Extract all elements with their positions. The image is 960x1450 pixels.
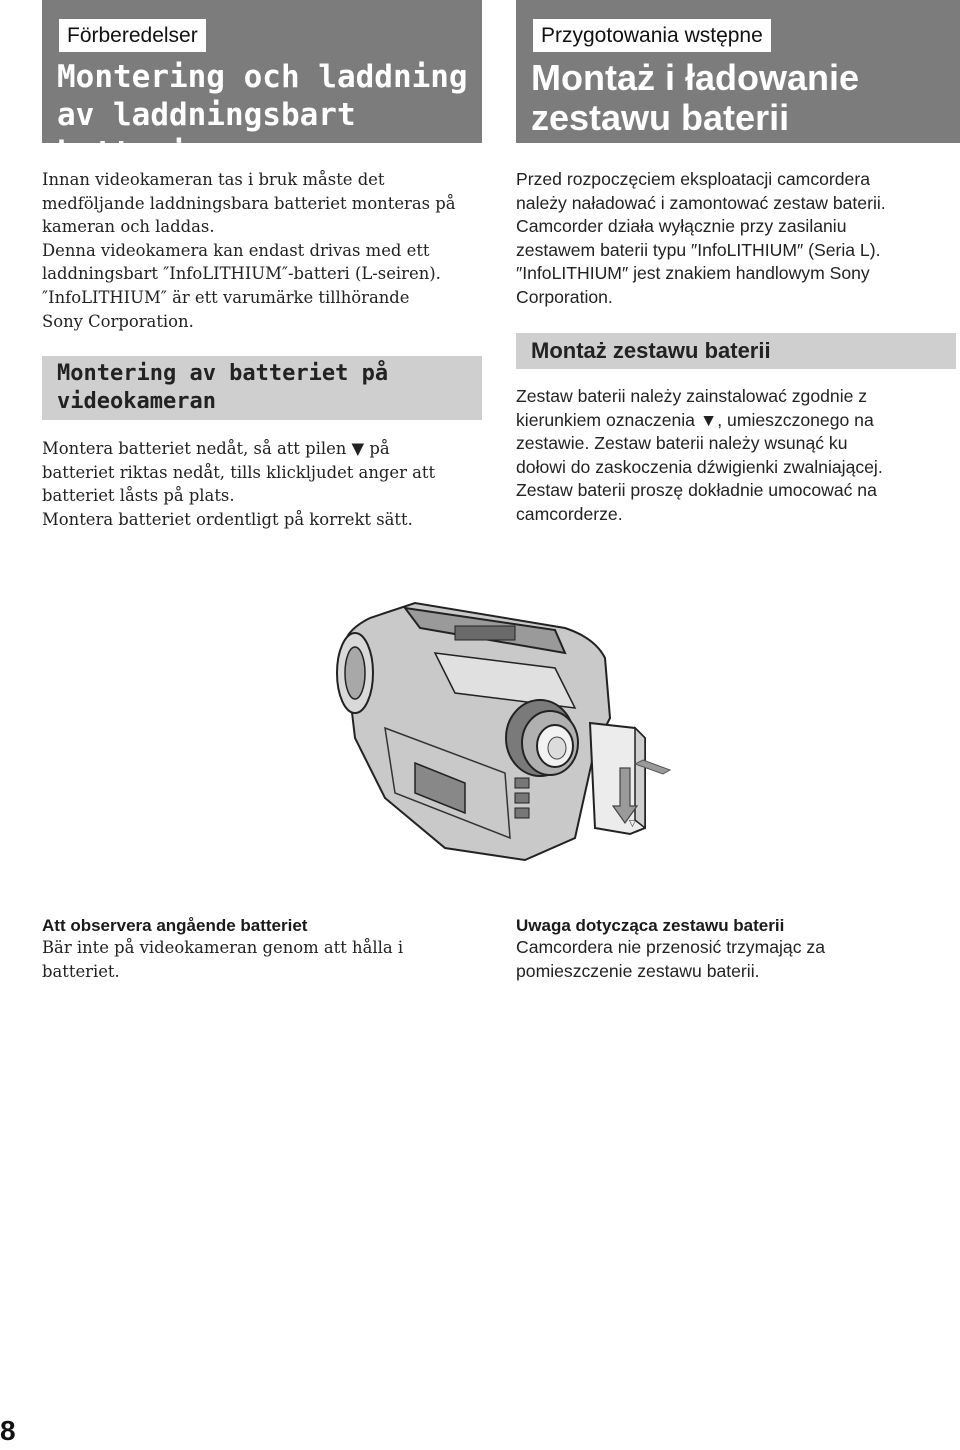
note-body-swedish [42,936,403,983]
instructions-swedish [42,437,435,531]
instructions-polish [516,385,883,527]
subheading-polish: Montaż zestawu baterii [531,338,771,363]
page-title-polish [531,58,859,138]
text-line: Sony Corporation. [42,311,194,331]
text-line: batteriet riktas nedåt, tills klickljudet anger att [42,462,436,482]
note-body-polish [516,936,825,983]
note-swedish [42,916,403,983]
subheading-swedish [57,360,388,416]
text-line: dołowi do zaskoczenia dźwigienki zwalniającej. [516,456,883,477]
title-line-2: av laddningsbart batteri [57,97,356,171]
text-line: pomieszczenie zestawu baterii. [516,960,760,981]
text-line: batteriet låsts på plats. [42,486,235,506]
text-line: Zestaw baterii należy zainstalować zgodnie z [516,386,868,406]
note-title-polish: Uwaga dotycząca zestawu baterii [516,916,785,935]
text-line: batteriet. [42,961,120,981]
text-line: ″InfoLITHIUM″ är ett varumärke tillhörande [42,287,410,307]
title-line-2: zestawu baterii [531,97,790,138]
subheading-bar-swedish [42,356,482,420]
text-line: medföljande laddningsbara batteriet monteras på [42,193,456,213]
subheading-line-1: Montering av batteriet på [57,361,389,386]
text-line: Innan videokameran tas i bruk måste det [42,170,385,189]
page-number: 8 [0,1415,16,1446]
header-bar-polish [516,0,960,143]
text-line: kierunkiem oznaczenia ▼, umieszczonego na [516,409,874,430]
note-title-swedish: Att observera angående batteriet [42,916,308,935]
title-line-1: Montering och laddning [57,59,468,95]
text-line: zestawie. Zestaw baterii należy wsunąć ku [516,433,848,454]
text-line: camcorderze. [516,503,623,524]
text-line: Corporation. [516,286,613,307]
section-tag-swedish: Förberedelser [59,19,206,52]
text-line: Przed rozpoczęciem eksploatacji camcordera [516,169,870,189]
subheading-line-2: videokameran [57,389,216,414]
text-line: Bär inte på videokameran genom att hålla i [42,938,404,957]
text-line: laddningsbart ″InfoLITHIUM″-batteri (L-seiren). [42,264,441,284]
text-line: Montera batteriet nedåt, så att pilen ▼ på [42,439,390,458]
text-line: zestawem baterii typu ″InfoLITHIUM″ (Seria L). [516,239,881,260]
page-title-swedish [57,58,482,172]
text-line: kameran och laddas. [42,217,215,237]
svg-text:▽: ▽ [629,819,636,829]
text-line: Camcordera nie przenosić trzymając za [516,937,825,957]
text-line: Montera batteriet ordentligt på korrekt sätt. [42,509,413,529]
title-line-1: Montaż i ładowanie [531,57,860,98]
text-line: należy naładować i zamontować zestaw baterii. [516,192,886,213]
note-polish [516,916,825,983]
camcorder-battery-icon [325,598,680,863]
text-line: Camcorder działa wyłącznie przy zasilaniu [516,216,847,237]
header-bar-swedish [42,0,482,171]
intro-paragraph-swedish [42,168,456,333]
text-line: Denna videokamera kan endast drivas med ett [42,240,430,260]
subheading-bar-polish [516,333,956,369]
text-line: Zestaw baterii proszę dokładnie umocować na [516,480,877,501]
text-line: ″InfoLITHIUM″ jest znakiem handlowym Sony [516,263,870,284]
section-tag-polish: Przygotowania wstępne [533,19,771,52]
intro-paragraph-polish [516,168,886,310]
